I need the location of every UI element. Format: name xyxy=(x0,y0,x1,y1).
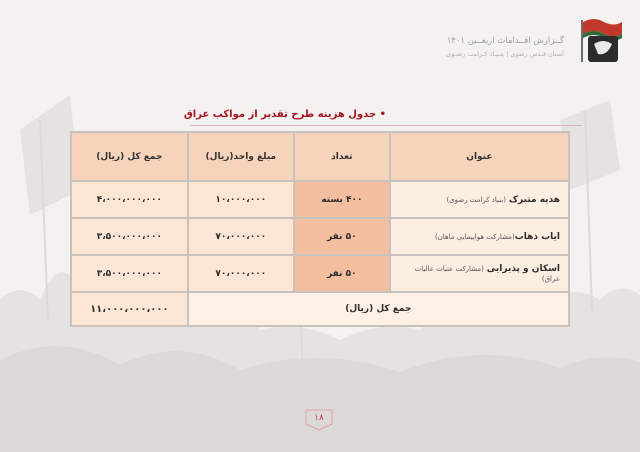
row-quantity: ۴۰۰ بسته xyxy=(295,182,389,217)
row-title: هدیه متبرک xyxy=(508,194,560,205)
report-subtitle: آستان قـدس رضوی | بنـیـاد کـرامت رضـوی xyxy=(446,50,564,58)
table-row xyxy=(72,219,568,254)
row-total: ۳،۵۰۰،۰۰۰،۰۰۰ xyxy=(72,219,187,254)
row-title-cell xyxy=(391,182,568,217)
header-unit-price: مبلغ واحد(ریال) xyxy=(189,133,293,180)
row-total: ۴،۰۰۰،۰۰۰،۰۰۰ xyxy=(72,182,187,217)
header-quantity: تعداد xyxy=(295,133,389,180)
row-total: ۳،۵۰۰،۰۰۰،۰۰۰ xyxy=(72,256,187,291)
arbaeen-flag-logo-icon xyxy=(574,14,626,66)
heading-bullet: • xyxy=(379,109,386,120)
row-note: (مشارکت هواپیمایی ماهان) xyxy=(434,232,515,241)
row-note: (بنیاد کرامت رضوی) xyxy=(446,195,506,204)
row-quantity: ۵۰ نفر xyxy=(295,256,389,291)
report-header xyxy=(366,14,626,66)
report-title: گــزارش اقــدامات اربعــین ۱۴۰۱ xyxy=(446,36,564,46)
header-total: جمع کل (ریال) xyxy=(72,133,187,180)
row-unit-price: ۱۰،۰۰۰،۰۰۰ xyxy=(189,182,293,217)
sum-value: ۱۱،۰۰۰،۰۰۰،۰۰۰ xyxy=(72,293,187,325)
table-header-row xyxy=(72,133,568,180)
cost-table xyxy=(70,131,570,327)
page-number: ۱۸ xyxy=(314,413,324,423)
row-unit-price: ۷۰،۰۰۰،۰۰۰ xyxy=(189,219,293,254)
sum-label: جمع کل (ریال) xyxy=(189,293,568,325)
row-title: ایاب ذهاب xyxy=(514,231,560,242)
table-row xyxy=(72,182,568,217)
table-row xyxy=(72,256,568,291)
cost-table-container xyxy=(70,131,570,327)
row-title-cell xyxy=(391,256,568,291)
heading-text: جدول هزینه طرح تقدیر از مواکب عراق xyxy=(183,109,377,120)
header-title: عنوان xyxy=(391,133,568,180)
row-quantity: ۵۰ نفر xyxy=(295,219,389,254)
row-note: (مشارکت عتبات عالیات عراق) xyxy=(414,264,560,283)
page-number-badge xyxy=(302,408,336,432)
section-heading xyxy=(184,109,386,120)
heading-divider xyxy=(190,125,582,126)
row-title-cell xyxy=(391,219,568,254)
row-unit-price: ۷۰،۰۰۰،۰۰۰ xyxy=(189,256,293,291)
row-title: اسکان و پذیرایی xyxy=(486,263,560,274)
table-sum-row xyxy=(72,293,568,325)
